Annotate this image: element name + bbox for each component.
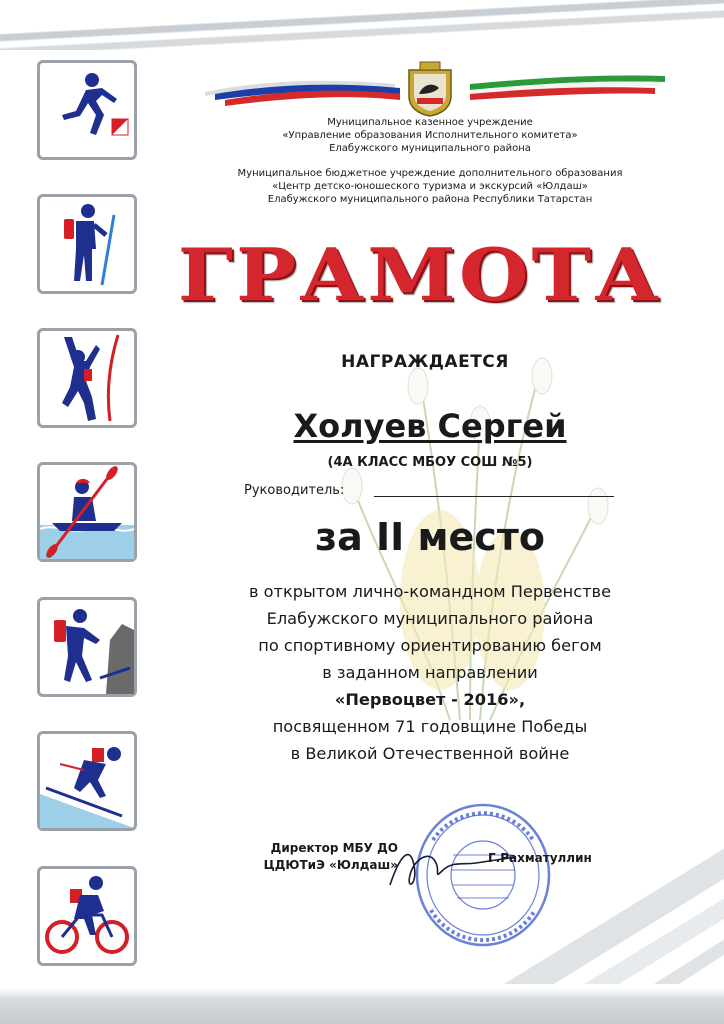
cycling-icon [37, 866, 137, 966]
handwritten-signature [380, 835, 520, 895]
top-decorative-band [0, 0, 724, 50]
description-line-2: Елабужского муниципального района [266, 609, 594, 628]
org1-line1: Муниципальное казенное учреждение [327, 117, 533, 128]
leader-blank-line [374, 496, 614, 497]
award-place: за II место [315, 515, 545, 559]
award-description [190, 578, 670, 767]
certificate-title: ГРАМОТА [177, 232, 663, 318]
org2-line3: Елабужского муниципального района Республики Татарстан [267, 194, 593, 205]
signer-position-line2: ЦДЮТиЭ «Юлдаш» [263, 858, 398, 872]
signer-position [248, 840, 398, 874]
org2-line2: «Центр детско-юношеского туризма и экскурсий «Юлдаш» [272, 181, 588, 192]
description-line-7: в Великой Отечественной войне [290, 744, 570, 763]
signer-name: Г.Рахматуллин [488, 851, 592, 865]
awarded-heading: НАГРАЖДАЕТСЯ [341, 352, 509, 372]
issuing-organization-2 [200, 167, 660, 206]
hiking-icon [37, 194, 137, 294]
skiing-icon [37, 731, 137, 831]
signer-position-line1: Директор МБУ ДО [270, 841, 398, 855]
description-line-3: по спортивному ориентированию бегом [258, 636, 602, 655]
description-line-4: в заданном направлении [322, 663, 538, 682]
climbing-icon [37, 328, 137, 428]
leader-label: Руководитель: [244, 483, 345, 498]
org2-line1: Муниципальное бюджетное учреждение дополнительного образования [237, 168, 623, 179]
org1-line2: «Управление образования Исполнительного комитета» [282, 130, 578, 141]
description-line-1: в открытом лично-командном Первенстве [248, 582, 612, 601]
org1-line3: Елабужского муниципального района [329, 143, 531, 154]
orienteering-icon [37, 60, 137, 160]
bottom-decorative-band [0, 988, 724, 1024]
mountaineering-icon [37, 597, 137, 697]
description-line-6: посвященном 71 годовщине Победы [272, 717, 588, 736]
event-name: «Первоцвет - 2016», [334, 690, 526, 709]
recipient-name: Холуев Сергей [293, 407, 567, 445]
kayaking-icon [37, 462, 137, 562]
recipient-class: (4А КЛАСС МБОУ СОШ №5) [327, 455, 533, 470]
city-coat-of-arms-emblem [403, 58, 457, 118]
issuing-organization-1 [200, 116, 660, 155]
